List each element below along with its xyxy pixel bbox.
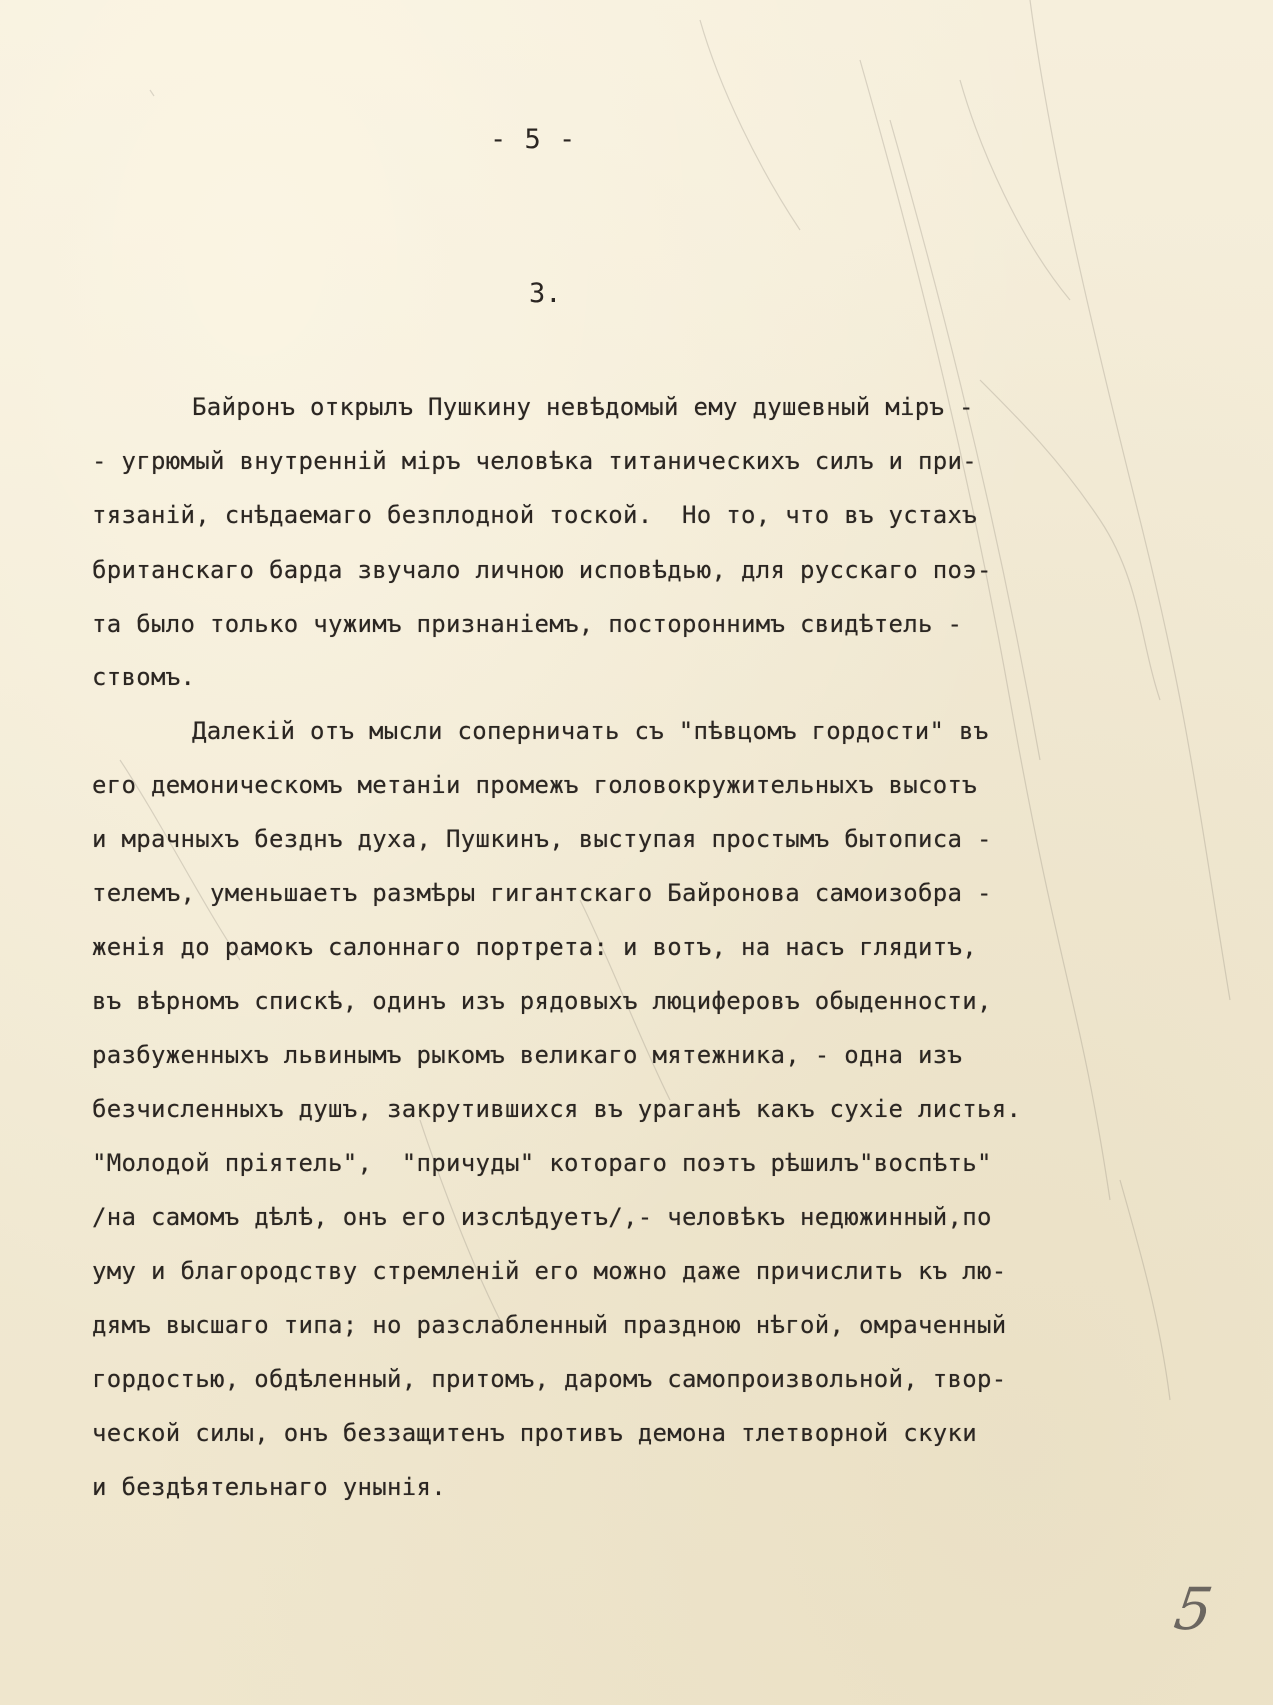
text-line: - угрюмый внутренній міръ человѣка титаническихъ силъ и при- (92, 447, 977, 475)
text-line: Далекій отъ мысли соперничать съ "пѣвцомъ гордости" въ (192, 717, 989, 745)
text-line: дямъ высшаго типа; но разслабленный праздною нѣгой, омраченный (92, 1311, 1007, 1339)
text-line: британскаго барда звучало личною исповѣдью, для русскаго поэ- (92, 556, 992, 584)
text-line: та было только чужимъ признаніемъ, постороннимъ свидѣтель - (92, 610, 963, 638)
text-line: телемъ, уменьшаетъ размѣры гигантскаго Байронова самоизобра - (92, 879, 992, 907)
text-line: ческой силы, онъ беззащитенъ противъ демона тлетворной скуки (92, 1419, 977, 1447)
text-line: гордостью, обдѣленный, притомъ, даромъ самопроизвольной, твор- (92, 1365, 1007, 1393)
section-number: 3. (529, 278, 562, 309)
text-line: Байронъ открылъ Пушкину невѣдомый ему душевный міръ - (192, 393, 974, 421)
text-line: и бездѣятельнаго унынія. (92, 1473, 446, 1501)
text-line: въ вѣрномъ спискѣ, одинъ изъ рядовыхъ люциферовъ обыденности, (92, 987, 992, 1015)
text-line: и мрачныхъ безднъ духа, Пушкинъ, выступая простымъ бытописа - (92, 825, 992, 853)
text-line: /на самомъ дѣлѣ, онъ его изслѣдуетъ/,- человѣкъ недюжинный,по (92, 1203, 992, 1231)
text-line: уму и благородству стремленій его можно даже причислить къ лю- (92, 1257, 1007, 1285)
text-line: женія до рамокъ салоннаго портрета: и вотъ, на насъ глядитъ, (92, 933, 977, 961)
text-line: разбуженныхъ львинымъ рыкомъ великаго мятежника, - одна изъ (92, 1041, 963, 1069)
text-line: ствомъ. (92, 663, 196, 691)
text-line: "Молодой пріятель", "причуды" котораго поэтъ рѣшилъ"воспѣть" (92, 1149, 992, 1177)
text-line: тязаній, снѣдаемаго безплодной тоской. Но то, что въ устахъ (92, 501, 977, 529)
page-number: - 5 - (490, 124, 577, 155)
text-line: безчисленныхъ душъ, закрутившихся въ ураганѣ какъ сухіе листья. (92, 1095, 1022, 1123)
text-line: его демоническомъ метаніи промежъ головокружительныхъ высотъ (92, 771, 977, 799)
handwritten-page-number: 5 (1170, 1575, 1217, 1643)
